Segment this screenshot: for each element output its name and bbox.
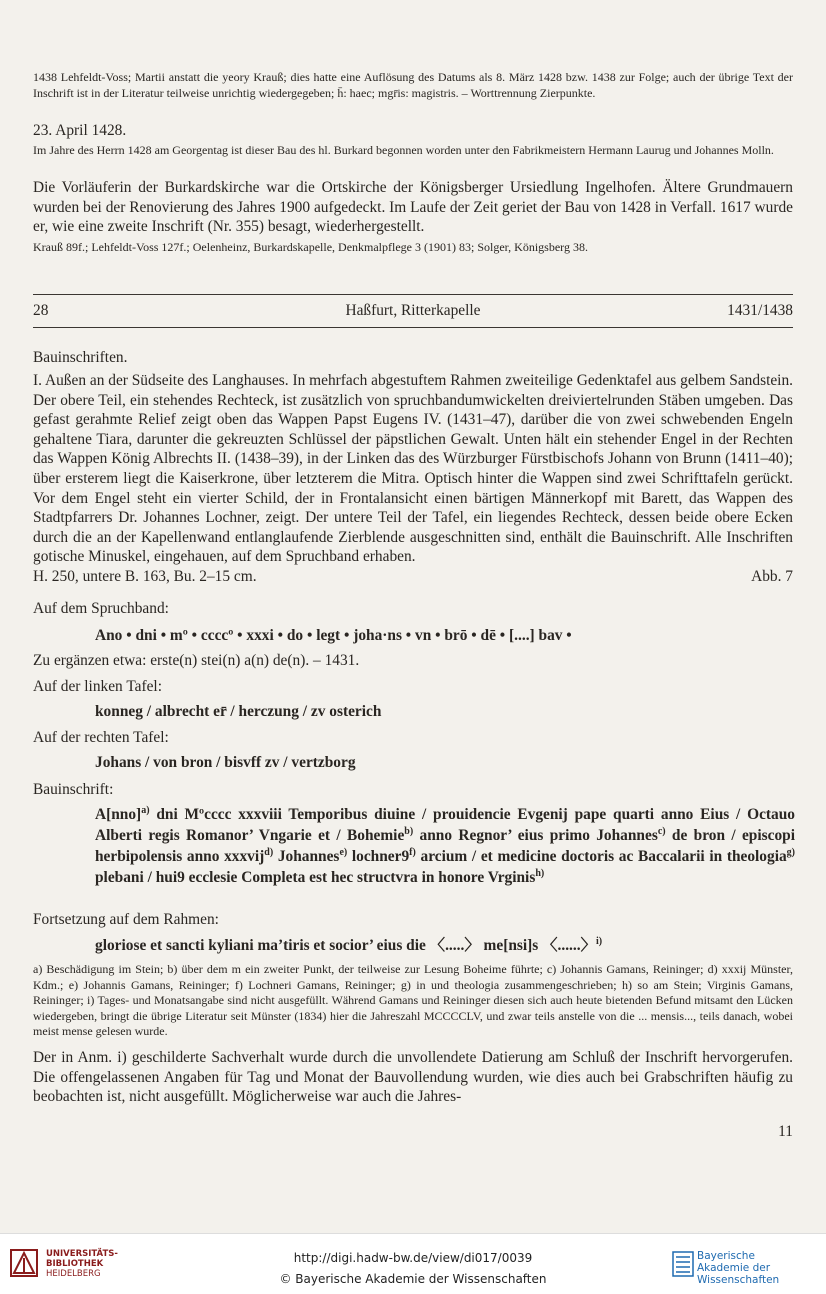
header-page-number: 28: [33, 302, 49, 319]
university-library-name: UNIVERSITÄTS- BIBLIOTHEK HEIDELBERG: [46, 1249, 118, 1279]
header-date: 1431/1438: [727, 302, 793, 319]
copyright-notice: © Bayerische Akademie der Wissenschaften: [279, 1272, 547, 1286]
entry-body: Die Vorläuferin der Burkardskirche war die Ortskirche der Königsberger Ursiedlung Ingelhofen. Ältere Grundmauern wurden bei der Renovierung des Jahres 1900 aufgedeckt. Im Laufe der Zeit geriet der Bau von 1428 in Verfall. 1617 wurde er, wie eine zweite Inschrift (Nr. 355) besagt, wiederhergestellt.: [33, 179, 793, 236]
label-frame: Fortsetzung auf dem Rahmen:: [33, 911, 219, 928]
permalink[interactable]: http://digi.hadw-bw.de/view/di017/0039: [293, 1251, 533, 1265]
entry-inscription-translation: Im Jahre des Herrn 1428 am Georgentag ist dieser Bau des hl. Burkard begonnen worden unter den Fabrikmeistern Hermann Laurug und Johannes Molln.: [33, 143, 774, 157]
footnote-i: i): [595, 935, 603, 947]
building-inscription: A[nno]$^{a)}$ dni Mºcccc xxxviii Temporibus diuine / prouidencie Evgenij pape quarti anno Eius / Octauo Alberti regis Romanor’ Vngarie et / Bohemie$^{b)}$ anno Regnor’ eius primo Johannes$^{c)}$ de bron / episcopi herbipolensis anno xxxvij$^{d)}$ Johannes$^{e)}$ lochner9$^{f)}$ arcium / et medicine doctoris ac Baccalarii in theologia$^{g)}$ plebani / hui9 ecclesie Completa est hec structvra in honore Vrginis$^{h)}$: [95, 804, 796, 886]
text-right-tablet: Johans / von bron / bisvff zv / vertzborg: [95, 754, 356, 771]
header-rule-top: [33, 294, 793, 295]
apparatus-notes: a) Beschädigung im Stein; b) über dem m ein zweiter Punkt, der teilweise zur Lesung Boheime führte; c) Johannis Gamans, Reininger; d) xxxij Münster, Kdm.; e) Johannis Gamans, Reininger; f) Lochneri Gamans, Reininger; g) in und theologia zusammengeschrieben; h) so am Stein; Virginis Gamans, Reininger; i) Tages- und Monatsangabe sind nicht ausgefüllt. Während Gamans und Reininger diesen sich auch heute bietenden Befund mitsamt den Lücken wiedergeben, bringt die übrige Literatur seit Münster (1834) hier die Jahreszahl MCCCCLV, und zwar teils anstelle von die ... mensis..., teils danach, wobei meist mense gelesen wurde.: [33, 962, 793, 1038]
footnote-c: c): [657, 825, 666, 837]
entry-number: 23. April 1428.: [33, 122, 127, 139]
page-number: 11: [778, 1123, 793, 1140]
text-left-tablet: konneg / albrecht er̄ / herczung / zv osterich: [95, 703, 382, 720]
footnote-b: b): [404, 825, 414, 837]
text-spruchband: Ano • dni • mº • ccccº • xxxi • do • legt • joha·ns • vn • brō • dē • [....] bav •: [95, 627, 572, 644]
figure-reference: Abb. 7: [751, 568, 793, 585]
previous-entry-notes: 1438 Lehfeldt-Voss; Martii anstatt die yeory Krauß; dies hatte eine Auflösung des Datums als 8. März 1428 bzw. 1438 zur Folge; auch der übrige Text der Inschrift ist in der Literatur teilweise unrichtig wiedergegeben; h̄: haec; mgr̄is: magistris. – Worttrennung Zierpunkte.: [33, 70, 793, 100]
label-right-tablet: Auf der rechten Tafel:: [33, 729, 169, 746]
footnote-d: d): [264, 846, 274, 858]
description-paragraph: I. Außen an der Südseite des Langhauses. In mehrfach abgestuftem Rahmen zweiteilige Gedenktafel aus gelbem Sandstein. Der obere Teil, ein stehendes Rechteck, ist zusätzlich von spruchbandumwickelten dreiviertelrunden Stäben umgeben. Das gefast gerahmte Relief zeigt oben das Wappen Papst Eugens IV. (1431–47), darüber die von zwei schwebenden Engeln gehaltene Tiara, darunter die gekreuzten Schlüssel der päpstlichen Gewalt. Unten hält ein stehender Engel in der Rechten das Wappen König Albrechts II. (1438–39), in der Linken das des Würzburger Fürstbischofs Johann von Brunn (1411–40); über ersterem liegt die Kaiserkrone, über letzterem die Mitra. Optisch hinter die Wappen sind zwei Schrifttafeln gerückt. Vor dem Engel steht ein vierter Schild, der in Frontalansicht einen bärtigen Männerkopf mit Barett, das Wappen des Stadtpfarrers Dr. Johannes Lochner, zeigt. Der untere Teil der Tafel, ein liegendes Rechteck, dessen beide obere Ecken durch die an der Kapellenwand entlanglaufende Zierblende ausgeschnitten sind, enthält die Bauinschrift. Alle Inschriften gotische Minuskel, eingehauen, auf dem Spruchband erhaben.: [33, 372, 793, 566]
academy-name[interactable]: Bayerische Akademie der Wissenschaften: [697, 1250, 780, 1286]
footnote-a: a): [141, 804, 150, 816]
label-spruchband: Auf dem Spruchband:: [33, 600, 169, 617]
footnote-f: f): [409, 846, 416, 858]
completion-note: Zu ergänzen etwa: erste(n) stei(n) a(n) de(n). – 1431.: [33, 652, 360, 669]
header-rule-bottom: [33, 327, 793, 328]
academy-logo-icon: [672, 1251, 694, 1277]
viewer-footer: [0, 1233, 826, 1294]
label-building-inscription: Bauinschrift:: [33, 781, 114, 798]
entry-literature: Krauß 89f.; Lehfeldt-Voss 127f.; Oelenheinz, Burkardskapelle, Denkmalpflege 3 (1901) 83; Solger, Königsberg 38.: [33, 240, 588, 254]
closing-paragraph: Der in Anm. i) geschilderte Sachverhalt wurde durch die unvollendete Datierung am Schluß der Inschrift hervorgerufen. Die offengelassenen Angaben für Tag und Monat der Bauvollendung wurden, wie dies auch bei Grabschriften häufig zu beobachten ist, nicht ausgefüllt. Möglicherweise war auch die Jahres-: [33, 1049, 793, 1106]
label-left-tablet: Auf der linken Tafel:: [33, 678, 162, 695]
measures: H. 250, untere B. 163, Bu. 2–15 cm.: [33, 568, 257, 585]
footnote-h: h): [535, 867, 545, 879]
footnote-g: g): [786, 846, 796, 858]
measures-row: [33, 567, 793, 587]
text-frame: gloriose et sancti kyliani ma’tiris et socior’ eius die 〈.....〉 me[nsi]s 〈......〉$^{i)}$: [95, 935, 603, 954]
header-title: Haßfurt, Ritterkapelle: [345, 302, 481, 319]
section-heading: Bauinschriften.: [33, 349, 128, 366]
footnote-e: e): [339, 846, 348, 858]
